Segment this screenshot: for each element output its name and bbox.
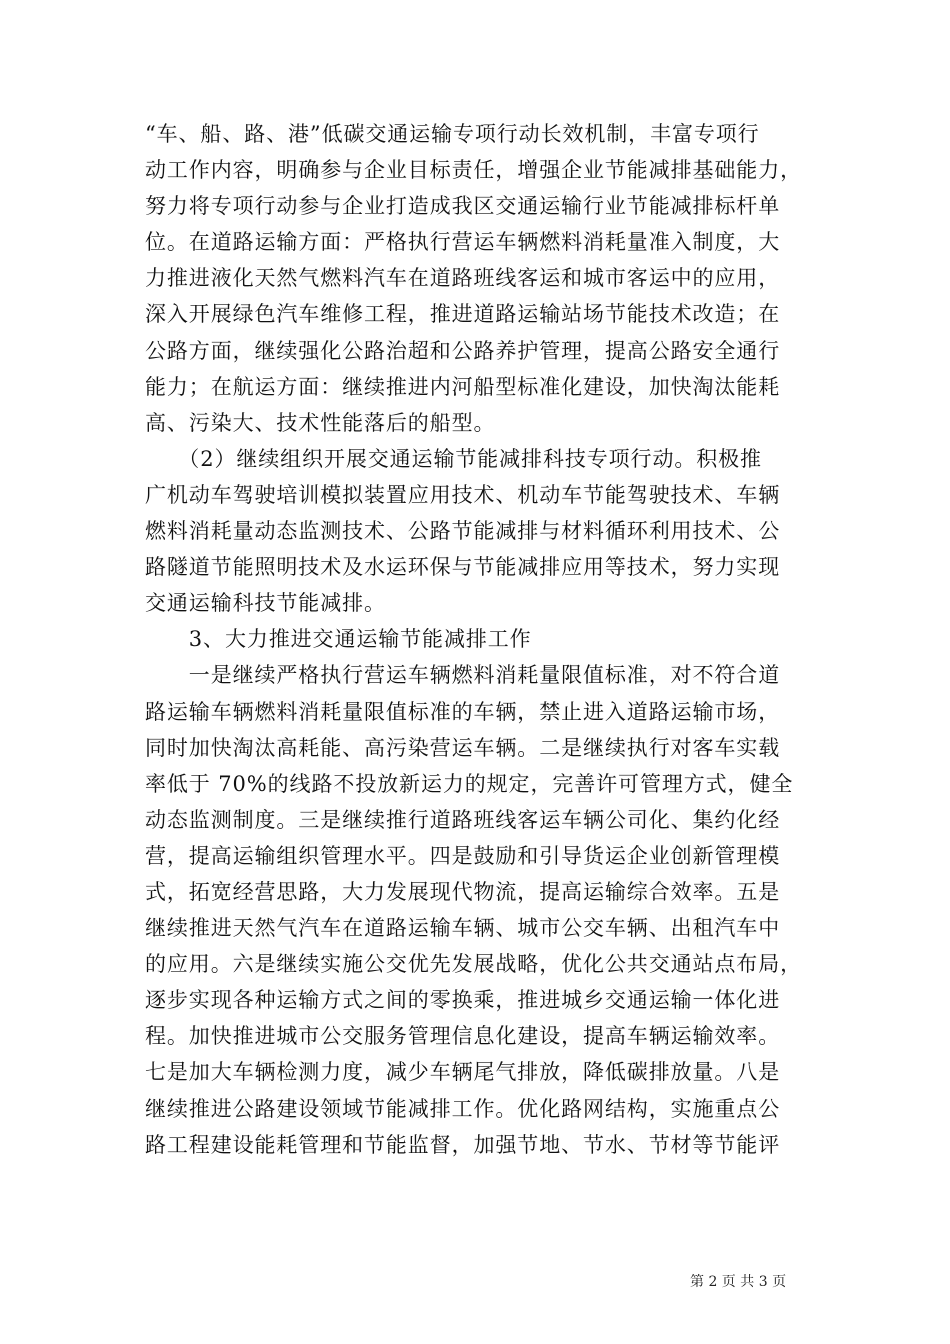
text-line: 式，拓宽经营思路，大力发展现代物流，提高运输综合效率。五是 [145,879,781,904]
text-line: 动态监测制度。三是继续推行道路班线客运车辆公司化、集约化经 [145,807,781,832]
section-heading: 3、大力推进交通运输节能减排工作 [145,627,532,652]
text-line: 广机动车驾驶培训模拟装置应用技术、机动车节能驾驶技术、车辆 [145,482,781,507]
text-line: 同时加快淘汰高耗能、高污染营运车辆。二是继续执行对客车实载 [145,735,781,760]
text-line: 燃料消耗量动态监测技术、公路节能减排与材料循环利用技术、公 [145,519,781,544]
text-line: 继续推进天然气汽车在道路运输车辆、城市公交车辆、出租汽车中 [145,916,781,941]
text-line: 位。在道路运输方面：严格执行营运车辆燃料消耗量准入制度，大 [145,230,781,255]
text-line: 程。加快推进城市公交服务管理信息化建设，提高车辆运输效率。 [145,1024,781,1049]
text-line: 高、污染大、技术性能落后的船型。 [145,410,496,435]
text-line: 路运输车辆燃料消耗量限值标准的车辆，禁止进入道路运输市场， [145,699,781,724]
page-number-footer: 第 2 页 共 3 页 [690,1274,787,1290]
text-line: 动工作内容，明确参与企业目标责任，增强企业节能减排基础能力， [145,158,802,183]
text-line: 深入开展绿色汽车维修工程，推进道路运输站场节能技术改造；在 [145,302,781,327]
text-line: 路工程建设能耗管理和节能监督，加强节地、节水、节材等节能评 [145,1132,781,1157]
text-line: 公路方面，继续强化公路治超和公路养护管理，提高公路安全通行 [145,338,781,363]
text-line: 七是加大车辆检测力度，减少车辆尾气排放，降低碳排放量。八是 [145,1060,781,1085]
text-line: 力推进液化天然气燃料汽车在道路班线客运和城市客运中的应用， [145,266,781,291]
text-line: 营，提高运输组织管理水平。四是鼓励和引导货运企业创新管理模 [145,843,781,868]
text-line: 逐步实现各种运输方式之间的零换乘，推进城乡交通运输一体化进 [145,988,781,1013]
document-body [145,116,815,1163]
text-line: （2）继续组织开展交通运输节能减排科技专项行动。积极推 [145,446,762,471]
text-line: 努力将专项行动参与企业打造成我区交通运输行业节能减排标杆单 [145,194,781,219]
text-line: 路隧道节能照明技术及水运环保与节能减排应用等技术，努力实现 [145,555,781,580]
text-line: “车、船、路、港”低碳交通运输专项行动长效机制，丰富专项行 [145,122,760,146]
text-line: 能力；在航运方面：继续推进内河船型标准化建设，加快淘汰能耗 [145,374,781,399]
text-line: 的应用。六是继续实施公交优先发展战略，优化公共交通站点布局， [145,952,802,977]
text-line: 率低于 70%的线路不投放新运力的规定，完善许可管理方式，健全 [145,771,794,796]
text-line: 一是继续严格执行营运车辆燃料消耗量限值标准，对不符合道 [145,663,781,688]
text-line: 交通运输科技节能减排。 [145,591,386,616]
text-line: 继续推进公路建设领域节能减排工作。优化路网结构，实施重点公 [145,1096,781,1121]
